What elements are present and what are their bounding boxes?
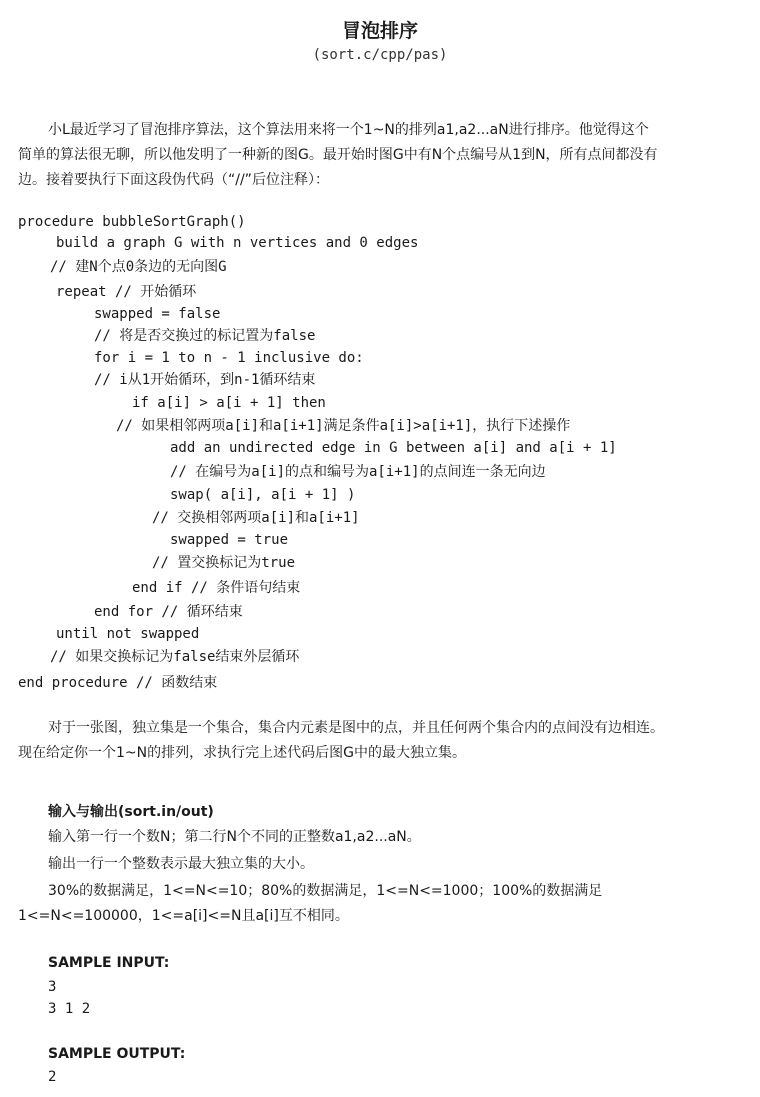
code-comment: // 在编号为a[i]的点和编号为a[i+1]的点间连一条无向边 — [170, 464, 546, 480]
code-line: add an undirected edge in G between a[i] and a[i + 1] — [170, 440, 617, 456]
task-line-2: 现在给定你一个1~N的排列，求执行完上述代码后图G中的最大独立集。 — [18, 745, 466, 761]
code-line: end if // 条件语句结束 — [132, 580, 301, 596]
code-line: swap( a[i], a[i + 1] ) — [170, 487, 356, 503]
code-line: end procedure // 函数结束 — [18, 675, 218, 691]
code-line: swapped = false — [94, 306, 221, 322]
code-line: repeat // 开始循环 — [56, 284, 197, 300]
sample-input-line: 3 1 2 — [48, 1001, 91, 1017]
page-title: 冒泡排序 — [341, 20, 418, 42]
code-line: swapped = true — [170, 532, 289, 548]
input-description: 输入第一行一个数N；第二行N个不同的正整数a1,a2...aN。 — [48, 829, 421, 845]
sample-input-heading: SAMPLE INPUT: — [48, 955, 170, 971]
intro-line-2: 简单的算法很无聊，所以他发明了一种新的图G。最开始时图G中有N个点编号从1到N，所有点间都没有 — [18, 147, 658, 163]
code-comment: // 置交换标记为true — [152, 555, 296, 571]
sample-output-line: 2 — [48, 1069, 57, 1085]
code-line: procedure bubbleSortGraph() — [18, 214, 246, 230]
io-heading: 输入与输出(sort.in/out) — [48, 804, 214, 820]
code-line: for i = 1 to n - 1 inclusive do: — [94, 350, 364, 366]
code-line: if a[i] > a[i + 1] then — [132, 395, 326, 411]
code-comment: // i从1开始循环，到n-1循环结束 — [94, 372, 316, 388]
code-comment: // 将是否交换过的标记置为false — [94, 328, 316, 344]
output-description: 输出一行一个整数表示最大独立集的大小。 — [48, 856, 314, 872]
code-line: until not swapped — [56, 626, 200, 642]
limits-line-2: 1<=N<=100000，1<=a[i]<=N且a[i]互不相同。 — [18, 908, 349, 924]
intro-line-3: 边。接着要执行下面这段伪代码（“//”后位注释）： — [18, 172, 329, 188]
intro-line-1: 小L最近学习了冒泡排序算法，这个算法用来将一个1~N的排列a1,a2...aN进行排序。他觉得这个 — [48, 122, 649, 138]
code-comment: // 如果交换标记为false结束外层循环 — [50, 649, 300, 665]
limits-line-1: 30%的数据满足，1<=N<=10；80%的数据满足，1<=N<=1000；100%的数据满足 — [48, 883, 603, 899]
code-line: end for // 循环结束 — [94, 604, 243, 620]
sample-input-line: 3 — [48, 979, 57, 995]
file-names: (sort.c/cpp/pas) — [312, 47, 448, 63]
code-comment: // 如果相邻两项a[i]和a[i+1]满足条件a[i]>a[i+1]，执行下述操作 — [116, 418, 571, 434]
code-line: build a graph G with n vertices and 0 edges — [56, 235, 419, 251]
task-line-1: 对于一张图，独立集是一个集合，集合内元素是图中的点，并且任何两个集合内的点间没有边相连。 — [48, 720, 664, 736]
code-comment: // 交换相邻两项a[i]和a[i+1] — [152, 510, 360, 526]
code-comment: // 建N个点0条边的无向图G — [50, 259, 227, 275]
sample-output-heading: SAMPLE OUTPUT: — [48, 1046, 186, 1062]
